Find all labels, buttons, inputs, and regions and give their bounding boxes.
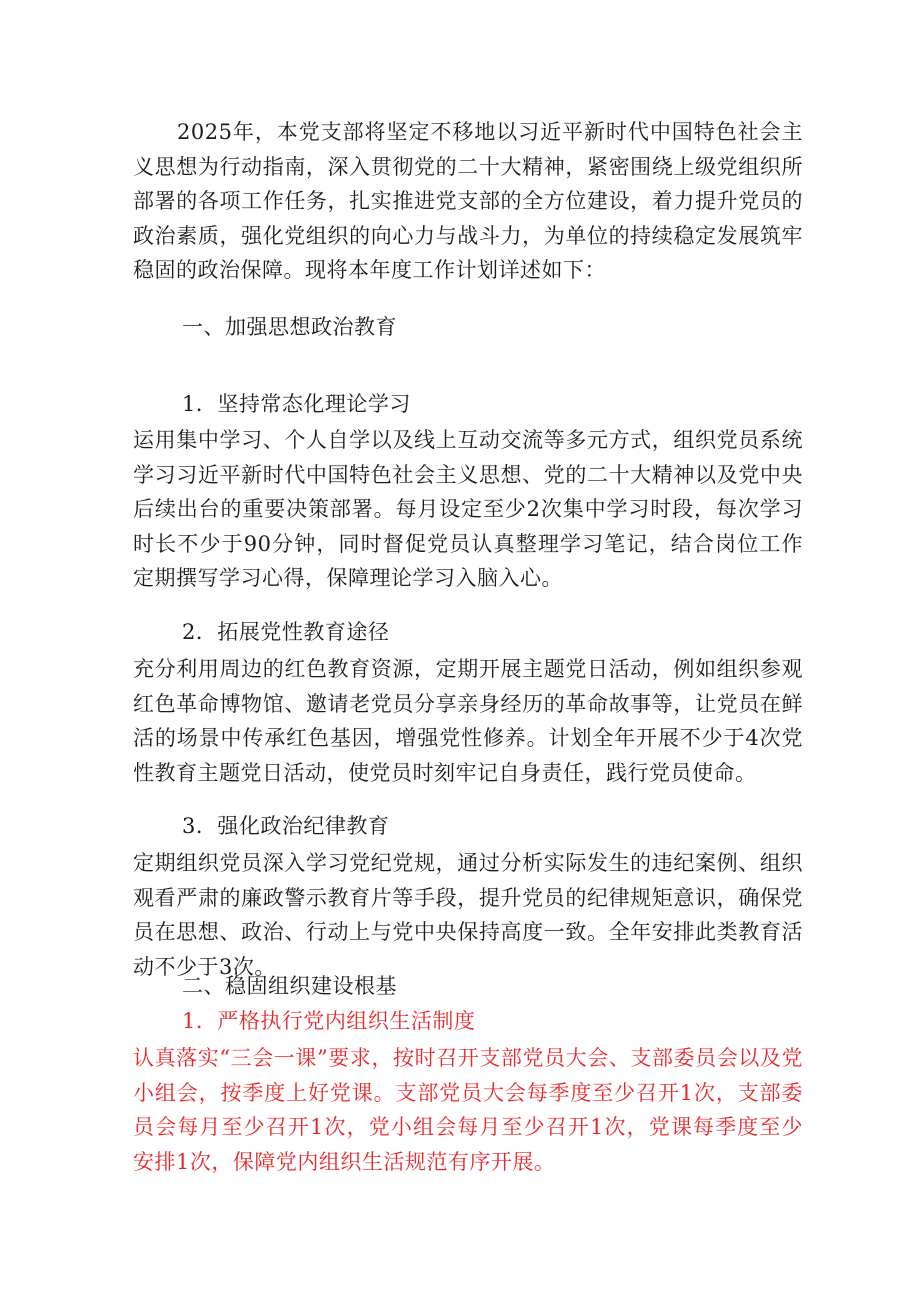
section-1-title: 一、加强思想政治教育 [182, 315, 397, 339]
section-2-title: 二、稳固组织建设根基 [182, 974, 397, 998]
section-1-item-1-body: 运用集中学习、个人自学以及线上互动交流等多元方式，组织党员系统学习习近平新时代中国特色社会主义思想、党的二十大精神以及党中央后续出台的重要决策部署。每月设定至少2次集中学习时段，每次学习时长不少于90分钟，同时督促党员认真整理学习笔记，结合岗位工作定期撰写学习心得，保障理论学习入脑入心。 [133, 428, 803, 590]
section-1-item-1-heading: 1．坚持常态化理论学习 [182, 392, 411, 416]
section-1-item-2-body: 充分利用周边的红色教育资源，定期开展主题党日活动，例如组织参观红色革命博物馆、邀请老党员分享亲身经历的革命故事等，让党员在鲜活的场景中传承红色基因，增强党性修养。计划全年开展不少于4次党性教育主题党日活动，使党员时刻牢记自身责任，践行党员使命。 [133, 657, 803, 785]
section-1-item-3-heading: 3．强化政治纪律教育 [182, 814, 390, 838]
section-2-item-1-body: 认真落实“三会一课”要求，按时召开支部党员大会、支部委员会以及党小组会，按季度上好党课。支部党员大会每季度至少召开1次，支部委员会每月至少召开1次，党小组会每月至少召开1次，党课每季度至少安排1次，保障党内组织生活规范有序开展。 [133, 1046, 803, 1174]
section-1-item-3-body: 定期组织党员深入学习党纪党规，通过分析实际发生的违纪案例、组织观看严肃的廉政警示教育片等手段，提升党员的纪律规矩意识，确保党员在思想、政治、行动上与党中央保持高度一致。全年安排此类教育活动不少于3次。 [133, 851, 803, 979]
section-1-item-2-heading: 2．拓展党性教育途径 [182, 620, 390, 644]
section-2-item-1-heading: 1．严格执行党内组织生活制度 [182, 1009, 476, 1033]
intro-paragraph: 2025年，本党支部将坚定不移地以习近平新时代中国特色社会主义思想为行动指南，深入贯彻党的二十大精神，紧密围绕上级党组织所部署的各项工作任务，扎实推进党支部的全方位建设，着力提升党员的政治素质，强化党组织的向心力与战斗力，为单位的持续稳定发展筑牢稳固的政治保障。现将本年度工作计划详述如下： [133, 120, 803, 282]
